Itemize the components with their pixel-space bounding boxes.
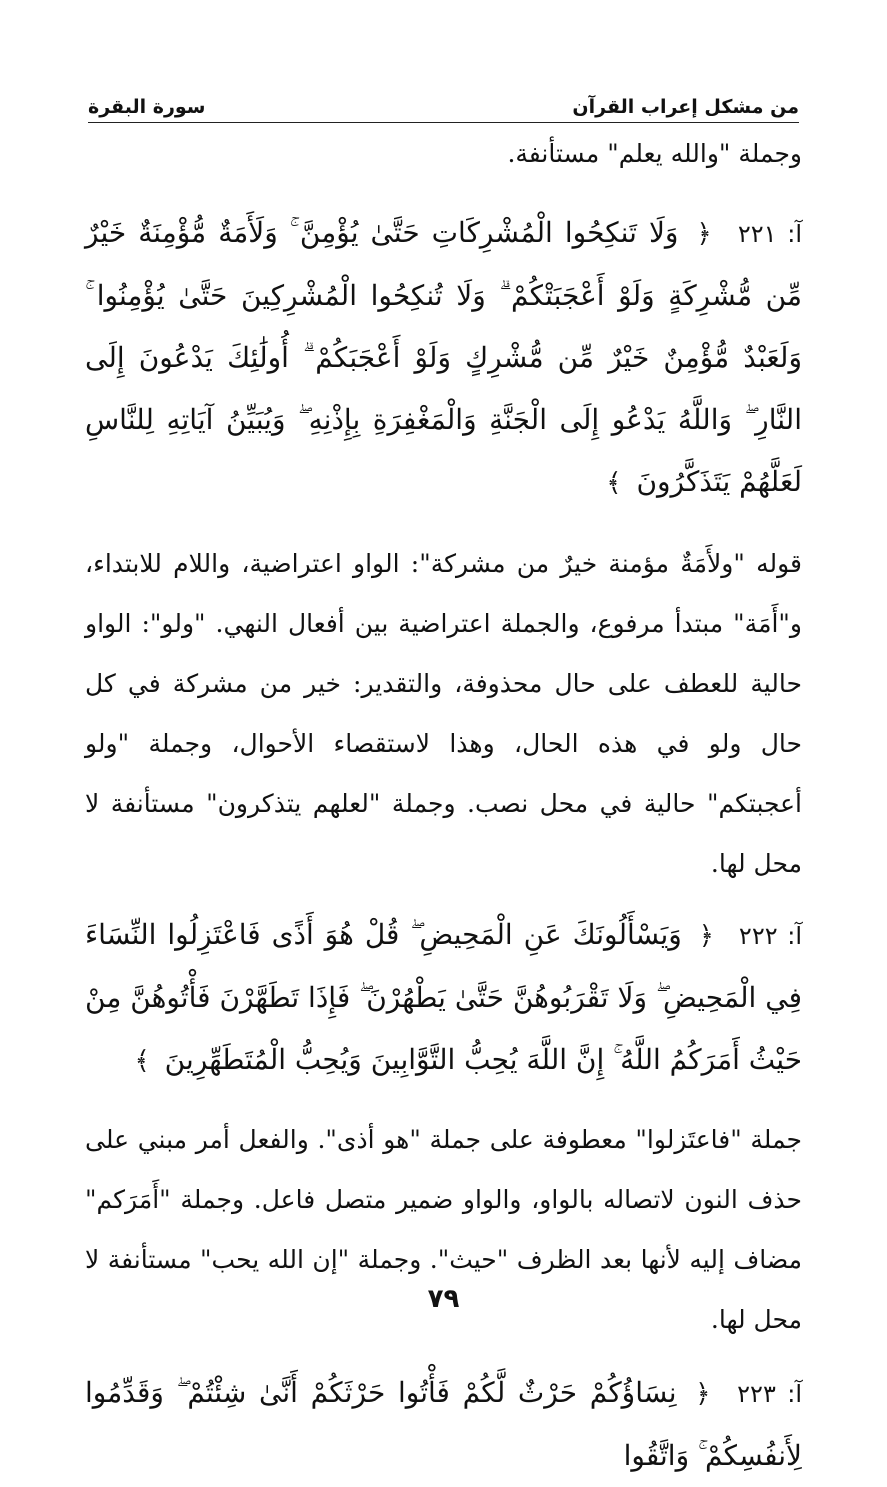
verse-close-bracket: ﴾ [606, 468, 622, 498]
surah-name: سورة البقرة [88, 96, 206, 118]
verse-open-bracket: ﴿ [698, 921, 714, 951]
paragraph-1: وجملة "والله يعلم" مستأنفة. [507, 139, 802, 168]
page-number: ٧٩ [427, 1284, 460, 1314]
paragraph-3: جملة "فاعتَزلوا" معطوفة على جملة "هو أذى". والفعل أمر مبني على حذف النون لاتصاله بالواو، والواو ضمير متصل فاعل. وجملة "أَمَرَكم" مضاف إليه لأنها بعد الظرف "حيث". وجملة "إن الله يحب" مستأنفة لا محل لها. [85, 1125, 802, 1334]
verse-ref-222: آ: ٢٢٢ [738, 922, 803, 950]
verse-221 [85, 202, 802, 514]
verse-open-bracket: ﴿ [696, 219, 712, 249]
verse-close-bracket: ﴾ [134, 1046, 150, 1076]
paragraph-2: قوله "ولأَمَةٌ مؤمنة خيرٌ من مشركة": الواو اعتراضية، واللام للابتداء، و"أَمَة" مبتدأ مرفوع، والجملة اعتراضية بين أفعال النهي. "ولو": الواو حالية للعطف على حال محذوفة، والتقدير: خير من مشركة في كل حال ولو في هذه الحال، وهذا لاستقصاء الأحوال، وجملة "ولو أعجبتكم" حالية في محل نصب. وجملة "لعلهم يتذكرون" مستأنفة لا محل لها. [85, 549, 802, 878]
verse-text-222: وَيَسْأَلُونَكَ عَنِ الْمَحِيضِ ۖ قُلْ هُوَ أَذًى فَاعْتَزِلُوا النِّسَاءَ فِي الْمَحِيضِ ۖ وَلَا تَقْرَبُوهُنَّ حَتَّىٰ يَطْهُرْنَ ۖ فَإِذَا تَطَهَّرْنَ فَأْتُوهُنَّ مِنْ حَيْثُ أَمَرَكُمُ اللَّهُ ۚ إِنَّ اللَّهَ يُحِبُّ التَّوَّابِينَ وَيُحِبُّ الْمُتَطَهِّرِينَ [85, 918, 802, 1076]
page-body [85, 124, 802, 1487]
verse-ref-223: آ: ٢٢٣ [737, 1380, 803, 1408]
verse-223 [85, 1362, 802, 1487]
verse-ref-221: آ: ٢٢١ [737, 220, 803, 248]
verse-open-bracket: ﴿ [695, 1379, 711, 1409]
verse-text-221: وَلَا تَنكِحُوا الْمُشْرِكَاتِ حَتَّىٰ يُؤْمِنَّ ۚ وَلَأَمَةٌ مُّؤْمِنَةٌ خَيْرٌ مِّن مُّشْرِكَةٍ وَلَوْ أَعْجَبَتْكُمْ ۗ وَلَا تُنكِحُوا الْمُشْرِكِينَ حَتَّىٰ يُؤْمِنُوا ۚ وَلَعَبْدٌ مُّؤْمِنٌ خَيْرٌ مِّن مُّشْرِكٍ وَلَوْ أَعْجَبَكُمْ ۗ أُولَٰئِكَ يَدْعُونَ إِلَى النَّارِ ۖ وَاللَّهُ يَدْعُو إِلَى الْجَنَّةِ وَالْمَغْفِرَةِ بِإِذْنِهِ ۖ وَيُبَيِّنُ آيَاتِهِ لِلنَّاسِ لَعَلَّهُمْ يَتَذَكَّرُونَ [85, 216, 802, 498]
running-header [88, 84, 799, 123]
verse-222 [85, 904, 802, 1092]
book-title: من مشكل إعراب القرآن [572, 96, 799, 118]
verse-text-223: نِسَاؤُكُمْ حَرْثٌ لَّكُمْ فَأْتُوا حَرْثَكُمْ أَنَّىٰ شِئْتُمْ ۖ وَقَدِّمُوا لِأَنفُسِكُمْ ۚ وَاتَّقُوا [85, 1376, 802, 1472]
